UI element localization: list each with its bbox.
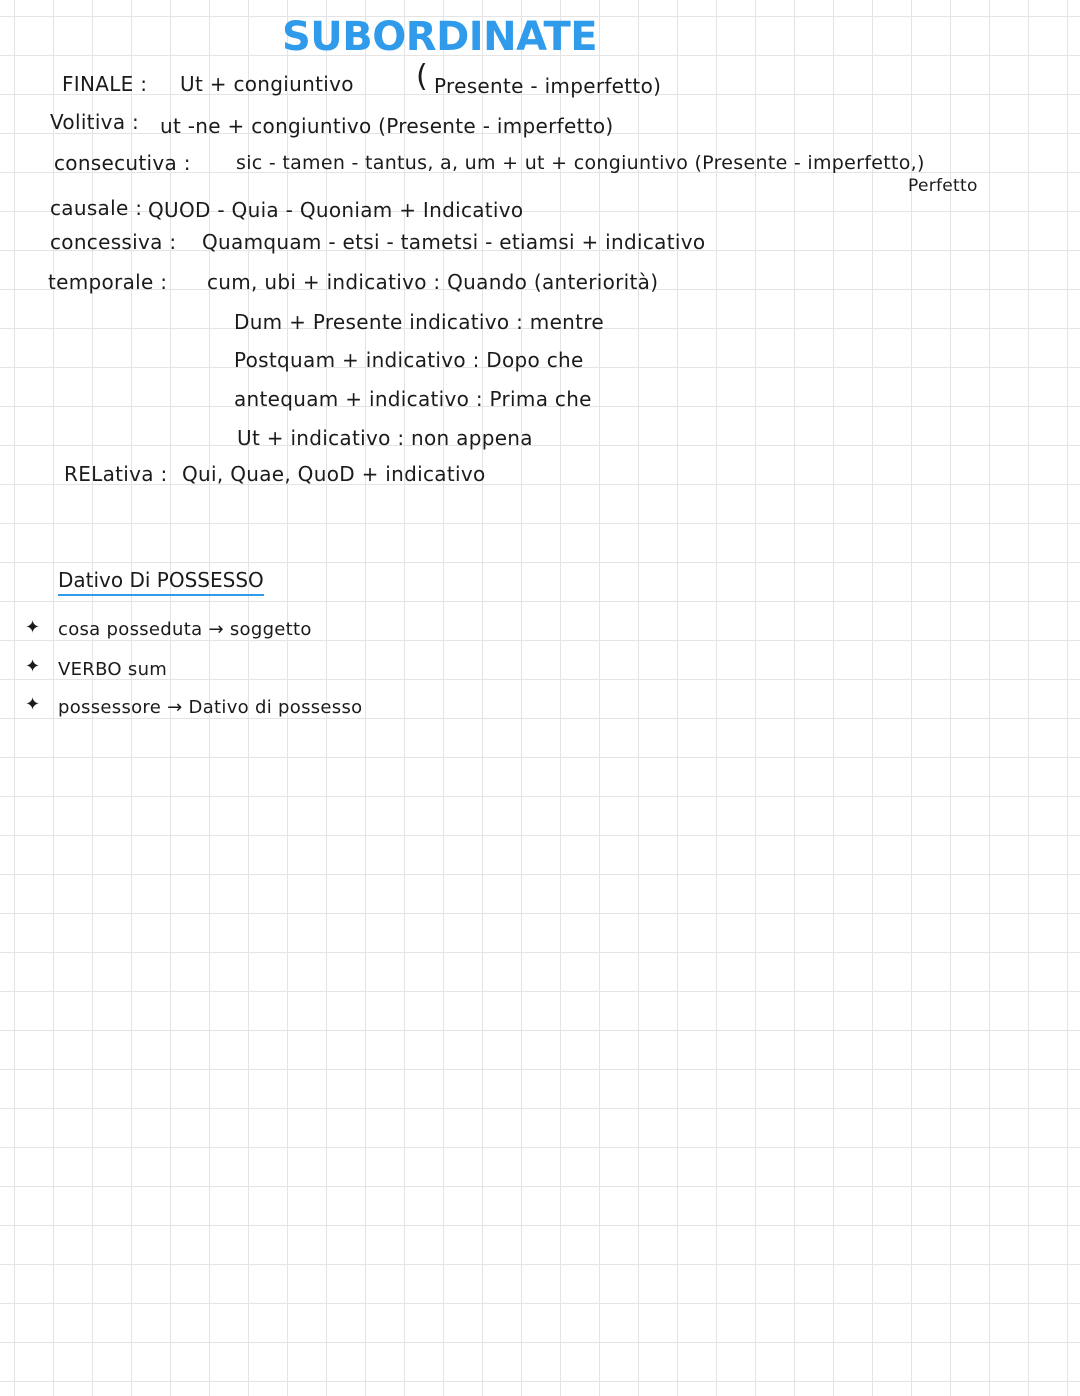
dativo-item-possessore: possessore → Dativo di possesso xyxy=(58,697,363,718)
causale-rule: QUOD - Quia - Quoniam + Indicativo xyxy=(148,198,524,222)
dativo-heading: Dativo Di POSSESSO xyxy=(58,568,264,596)
bullet-icon: ✦ xyxy=(25,656,41,677)
relativa-label: RELativa : xyxy=(64,462,168,486)
finale-paren-open: ( xyxy=(416,59,429,94)
consecutiva-rule: sic - tamen - tantus, a, um + ut + congiuntivo (Presente - imperfetto,) xyxy=(236,152,925,174)
bullet-icon: ✦ xyxy=(25,617,41,638)
temporale-sub-postquam: Postquam + indicativo : Dopo che xyxy=(234,348,584,372)
temporale-rule: cum, ubi + indicativo : Quando (anteriorità) xyxy=(207,270,659,294)
concessiva-label: concessiva : xyxy=(50,230,177,254)
volitiva-rule: ut -ne + congiuntivo (Presente - imperfetto) xyxy=(160,114,614,138)
relativa-rule: Qui, Quae, QuoD + indicativo xyxy=(182,462,486,486)
consecutiva-note-perfetto: Perfetto xyxy=(908,176,978,196)
temporale-label: temporale : xyxy=(48,270,168,294)
bullet-icon: ✦ xyxy=(25,694,41,715)
page-title: SUBORDINATE xyxy=(282,14,598,60)
consecutiva-label: consecutiva : xyxy=(54,151,191,175)
dativo-item-verbo: VERBO sum xyxy=(58,659,168,680)
finale-rule: Ut + congiuntivo xyxy=(180,72,354,96)
temporale-sub-dum: Dum + Presente indicativo : mentre xyxy=(234,310,604,334)
dativo-item-cosa-posseduta: cosa posseduta → soggetto xyxy=(58,619,312,640)
finale-note: Presente - imperfetto) xyxy=(434,74,662,98)
temporale-sub-ut: Ut + indicativo : non appena xyxy=(237,426,533,450)
concessiva-rule: Quamquam - etsi - tametsi - etiamsi + indicativo xyxy=(202,230,706,254)
finale-label: FINALE : xyxy=(62,72,148,96)
volitiva-label: Volitiva : xyxy=(50,110,140,134)
temporale-sub-antequam: antequam + indicativo : Prima che xyxy=(234,387,592,411)
causale-label: causale : xyxy=(50,196,143,220)
